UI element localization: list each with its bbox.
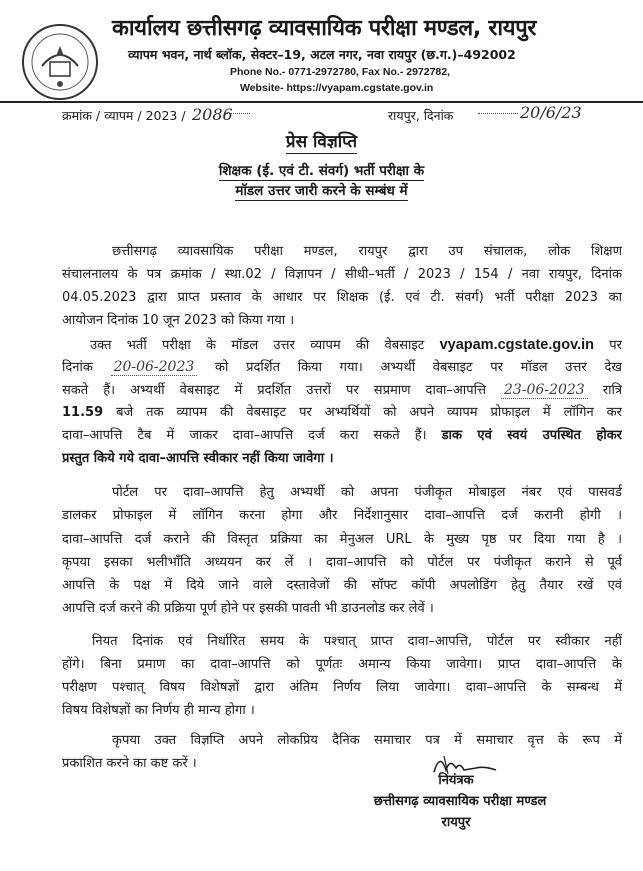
- para3-line: आपत्ति के पक्ष में दिये जाने वाले दस्तावेजों की सॉफ्ट कॉपी अपलोडिंग हेतु तैयार रखें एवं: [62, 578, 622, 593]
- para4-line: परीक्षण पश्चात् विषय विशेषज्ञों द्वारा अंतिम निर्णय लिया जावेगा। दावा–आपत्ति के सम्बन्ध में: [62, 680, 622, 695]
- website-link: vyapam.cgstate.gov.in: [439, 337, 595, 353]
- handwritten-date: 20-06-2023: [111, 359, 198, 376]
- website-line: Website- https://vyapam.cgstate.gov.in: [240, 82, 434, 94]
- para1-line: छत्तीसगढ़ व्यावसायिक परीक्षा मण्डल, रायपुर द्वारा उप संचालक, लोक शिक्षण: [112, 244, 622, 259]
- signatory-designation: नियंत्रक: [438, 773, 474, 788]
- subject-line-1: शिक्षक (ई. एवं टी. संवर्ग) भर्ती परीक्षा के: [218, 163, 425, 179]
- place-date-label: रायपुर, दिनांक: [388, 108, 454, 123]
- handwritten-date: 23-06-2023: [501, 382, 588, 399]
- para5-line: प्रकाशित करने का कष्ट करें ।: [62, 756, 197, 771]
- para5-line: कृपया उक्त विज्ञप्ति अपने लोकप्रिय दैनिक समाचार पत्र में समाचार वृत्त के रूप में: [112, 733, 622, 748]
- subject-line-2: मॉडल उत्तर जारी करने के सम्बंध में: [235, 183, 408, 199]
- para2-line: दावा–आपत्ति टैब में जाकर दावा–आपत्ति दर्ज करा सकते हैं। डाक एवं स्वयं उपस्थित होकर: [62, 428, 622, 443]
- phone-fax: Phone No.- 0771-2972780, Fax No.- 2972782,: [230, 66, 451, 78]
- para2-line: 11.59 बजे तक व्यापम की वेबसाइट पर अभ्यर्थियों को अपने व्यापम प्रोफाइल में लॉगिन कर: [62, 405, 622, 420]
- date-dotted-line: [478, 113, 518, 114]
- ref-number: 2086: [192, 105, 233, 124]
- para4-line: नियत दिनांक एवं निर्धारित समय के पश्चात् प्राप्त दावा–आपत्ति, पोर्टल पर स्वीकार नहीं: [92, 634, 622, 649]
- ref-dotted-line: [226, 113, 250, 114]
- para3-line: कृपया इसका भलीभाँति अध्ययन कर लें । दावा–आपत्ति को पोर्टल पर पंजीकृत कराने से पूर्व: [62, 555, 622, 570]
- org-address: व्यापम भवन, नार्थ ब्लॉक, सेक्टर–19, अटल नगर, नवा रायपुर (छ.ग.)–492002: [128, 47, 516, 62]
- para2-line: सकते हैं। अभ्यर्थी वेबसाइट में प्रदर्शित उत्तरों पर सप्रमाण दावा–आपत्ति 23-06-2023 रात्रि: [62, 382, 622, 398]
- para3-line: डालकर प्रोफाइल में लॉगिन करना होगा और निर्देशानुसार दावा–आपत्ति दर्ज करानी होगी ।: [62, 508, 622, 523]
- signatory-org: छत्तीसगढ़ व्यावसायिक परीक्षा मण्डल: [373, 794, 547, 809]
- para3-line: आपत्ति दर्ज करने की प्रक्रिया पूर्ण होने पर इसकी पावती भी डाउनलोड कर लेवें ।: [62, 601, 434, 616]
- para4-line: होंगे। बिना प्रमाण का दावा–आपत्ति को पूर्णतः अमान्य किया जावेगा। प्राप्त दावा–आपत्ति के: [62, 657, 622, 672]
- notice-title: प्रेस विज्ञप्ति: [285, 132, 358, 152]
- para2-line: दिनांक 20-06-2023 को प्रदर्शित किया गया। अभ्यर्थी वेबसाइट पर मॉडल उत्तर देख: [62, 359, 622, 375]
- org-name: कार्यालय छत्तीसगढ़ व्यावसायिक परीक्षा मण्डल, रायपुर: [112, 16, 537, 41]
- issue-date: 20/6/23: [520, 103, 582, 122]
- para2-line: उक्त भर्ती परीक्षा के मॉडल उत्तर व्यापम की वेबसाइट vyapam.cgstate.gov.in पर: [90, 337, 622, 353]
- para1-line: आयोजन दिनांक 10 जून 2023 को किया गया ।: [62, 313, 295, 328]
- para3-line: पोर्टल पर दावा–आपत्ति हेतु अभ्यर्थी को अपना पंजीकृत मोबाइल नंबर एवं पासवर्ड: [112, 485, 622, 500]
- ref-label: क्रमांक / व्यापम / 2023 /: [62, 108, 186, 123]
- para1-line: 04.05.2023 द्वारा प्राप्त प्रस्ताव के आधार पर शिक्षक (ई. एवं टी. संवर्ग) भर्ती परीक्षा 2023 का: [62, 290, 622, 305]
- signatory-city: रायपुर: [441, 815, 471, 830]
- para2-line: प्रस्तुत किये गये दावा–आपत्ति स्वीकार नहीं किया जावेगा ।: [62, 451, 334, 466]
- vyapam-seal-icon: [20, 22, 100, 102]
- para1-line: संचालनालय के पत्र क्रमांक / स्था.02 / विज्ञापन / सीधी–भर्ती / 2023 / 154 / नवा रायपुर, दिनांक: [62, 267, 622, 282]
- para3-line: दावा–आपत्ति दर्ज कराने की विस्तृत प्रक्रिया का मेनुअल URL के मुख्य पृष्ठ पर दिया गया है ।: [62, 532, 622, 547]
- para4-line: विषय विशेषज्ञों का निर्णय ही मान्य होगा ।: [62, 703, 255, 718]
